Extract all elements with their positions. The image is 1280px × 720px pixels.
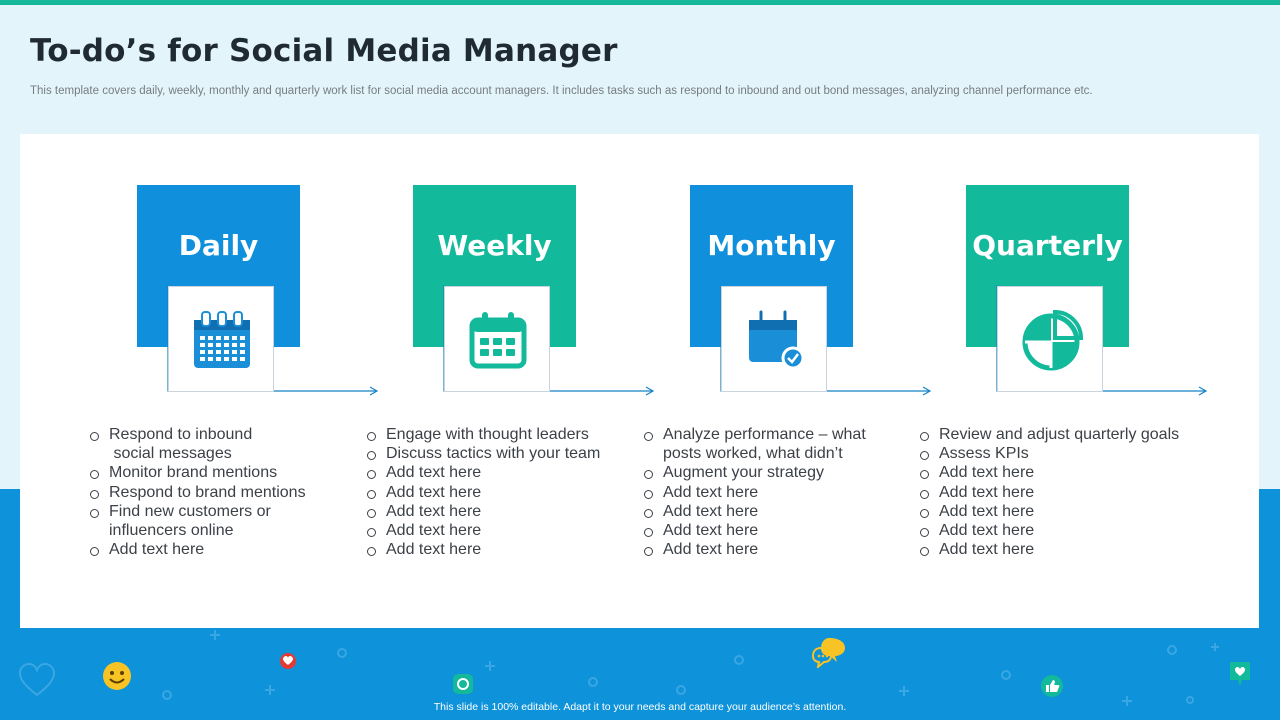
task-list-quarterly xyxy=(920,425,1200,559)
calendar-grid-icon xyxy=(190,308,254,372)
task-list-weekly xyxy=(367,425,617,559)
chat-bubbles-icon xyxy=(811,636,847,668)
list-item: Find new customers or influencers online xyxy=(90,502,290,540)
tile-title: Monthly xyxy=(707,229,836,262)
list-item: Assess KPIs xyxy=(920,444,1200,463)
list-item: Add text here xyxy=(920,502,1200,521)
icon-box xyxy=(444,286,550,392)
list-item: Add text here xyxy=(367,502,617,521)
calendar-check-icon xyxy=(743,308,807,372)
list-item: Add text here xyxy=(644,521,884,540)
list-item: Monitor brand mentions xyxy=(90,463,330,482)
list-item: Discuss tactics with your team xyxy=(367,444,617,463)
list-item: Add text here xyxy=(644,502,884,521)
column-monthly xyxy=(690,185,950,415)
list-item: Add text here xyxy=(367,463,617,482)
calendar-icon xyxy=(466,308,530,372)
list-item: Review and adjust quarterly goals xyxy=(920,425,1200,444)
slide-subtitle: This template covers daily, weekly, monthly and quarterly work list for social media account managers. It includes tasks such as respond to inbound and out bond messages, analyzing channel performance etc. xyxy=(30,85,1093,97)
list-item: Augment your strategy xyxy=(644,463,884,482)
task-list-daily xyxy=(90,425,330,559)
heart-pin-icon xyxy=(279,652,297,670)
tile-title: Quarterly xyxy=(972,229,1123,262)
list-item: Add text here xyxy=(367,540,617,559)
pie-chart-icon xyxy=(1019,308,1083,372)
top-accent-stripe xyxy=(0,0,1280,5)
column-daily xyxy=(137,185,397,415)
list-item: Add text here xyxy=(367,483,617,502)
icon-box xyxy=(721,286,827,392)
smiley-icon xyxy=(102,661,132,691)
thumbs-up-icon xyxy=(1040,674,1064,698)
list-item: Add text here xyxy=(90,540,330,559)
footer-note: This slide is 100% editable. Adapt it to your needs and capture your audience’s attention. xyxy=(433,701,847,713)
list-item: Add text here xyxy=(920,521,1200,540)
list-item: Add text here xyxy=(920,463,1200,482)
list-item: Add text here xyxy=(920,483,1200,502)
column-weekly xyxy=(413,185,673,415)
list-item: Add text here xyxy=(367,521,617,540)
camera-icon xyxy=(452,673,474,695)
icon-box xyxy=(168,286,274,392)
list-item: Add text here xyxy=(920,540,1200,559)
column-quarterly xyxy=(966,185,1226,415)
list-item: Analyze performance – what posts worked, what didn’t xyxy=(644,425,872,463)
shield-heart-icon xyxy=(1228,660,1252,688)
tile-title: Daily xyxy=(178,229,259,262)
tile-title: Weekly xyxy=(437,229,552,262)
list-item: Respond to brand mentions xyxy=(90,483,330,502)
list-item: Add text here xyxy=(644,540,884,559)
task-list-monthly xyxy=(644,425,884,559)
slide-title: To-do’s for Social Media Manager xyxy=(30,33,618,69)
icon-box xyxy=(997,286,1103,392)
list-item: Respond to inbound social messages xyxy=(90,425,330,463)
list-item: Add text here xyxy=(644,483,884,502)
list-item: Engage with thought leaders xyxy=(367,425,617,444)
heart-outline-icon xyxy=(18,662,56,698)
